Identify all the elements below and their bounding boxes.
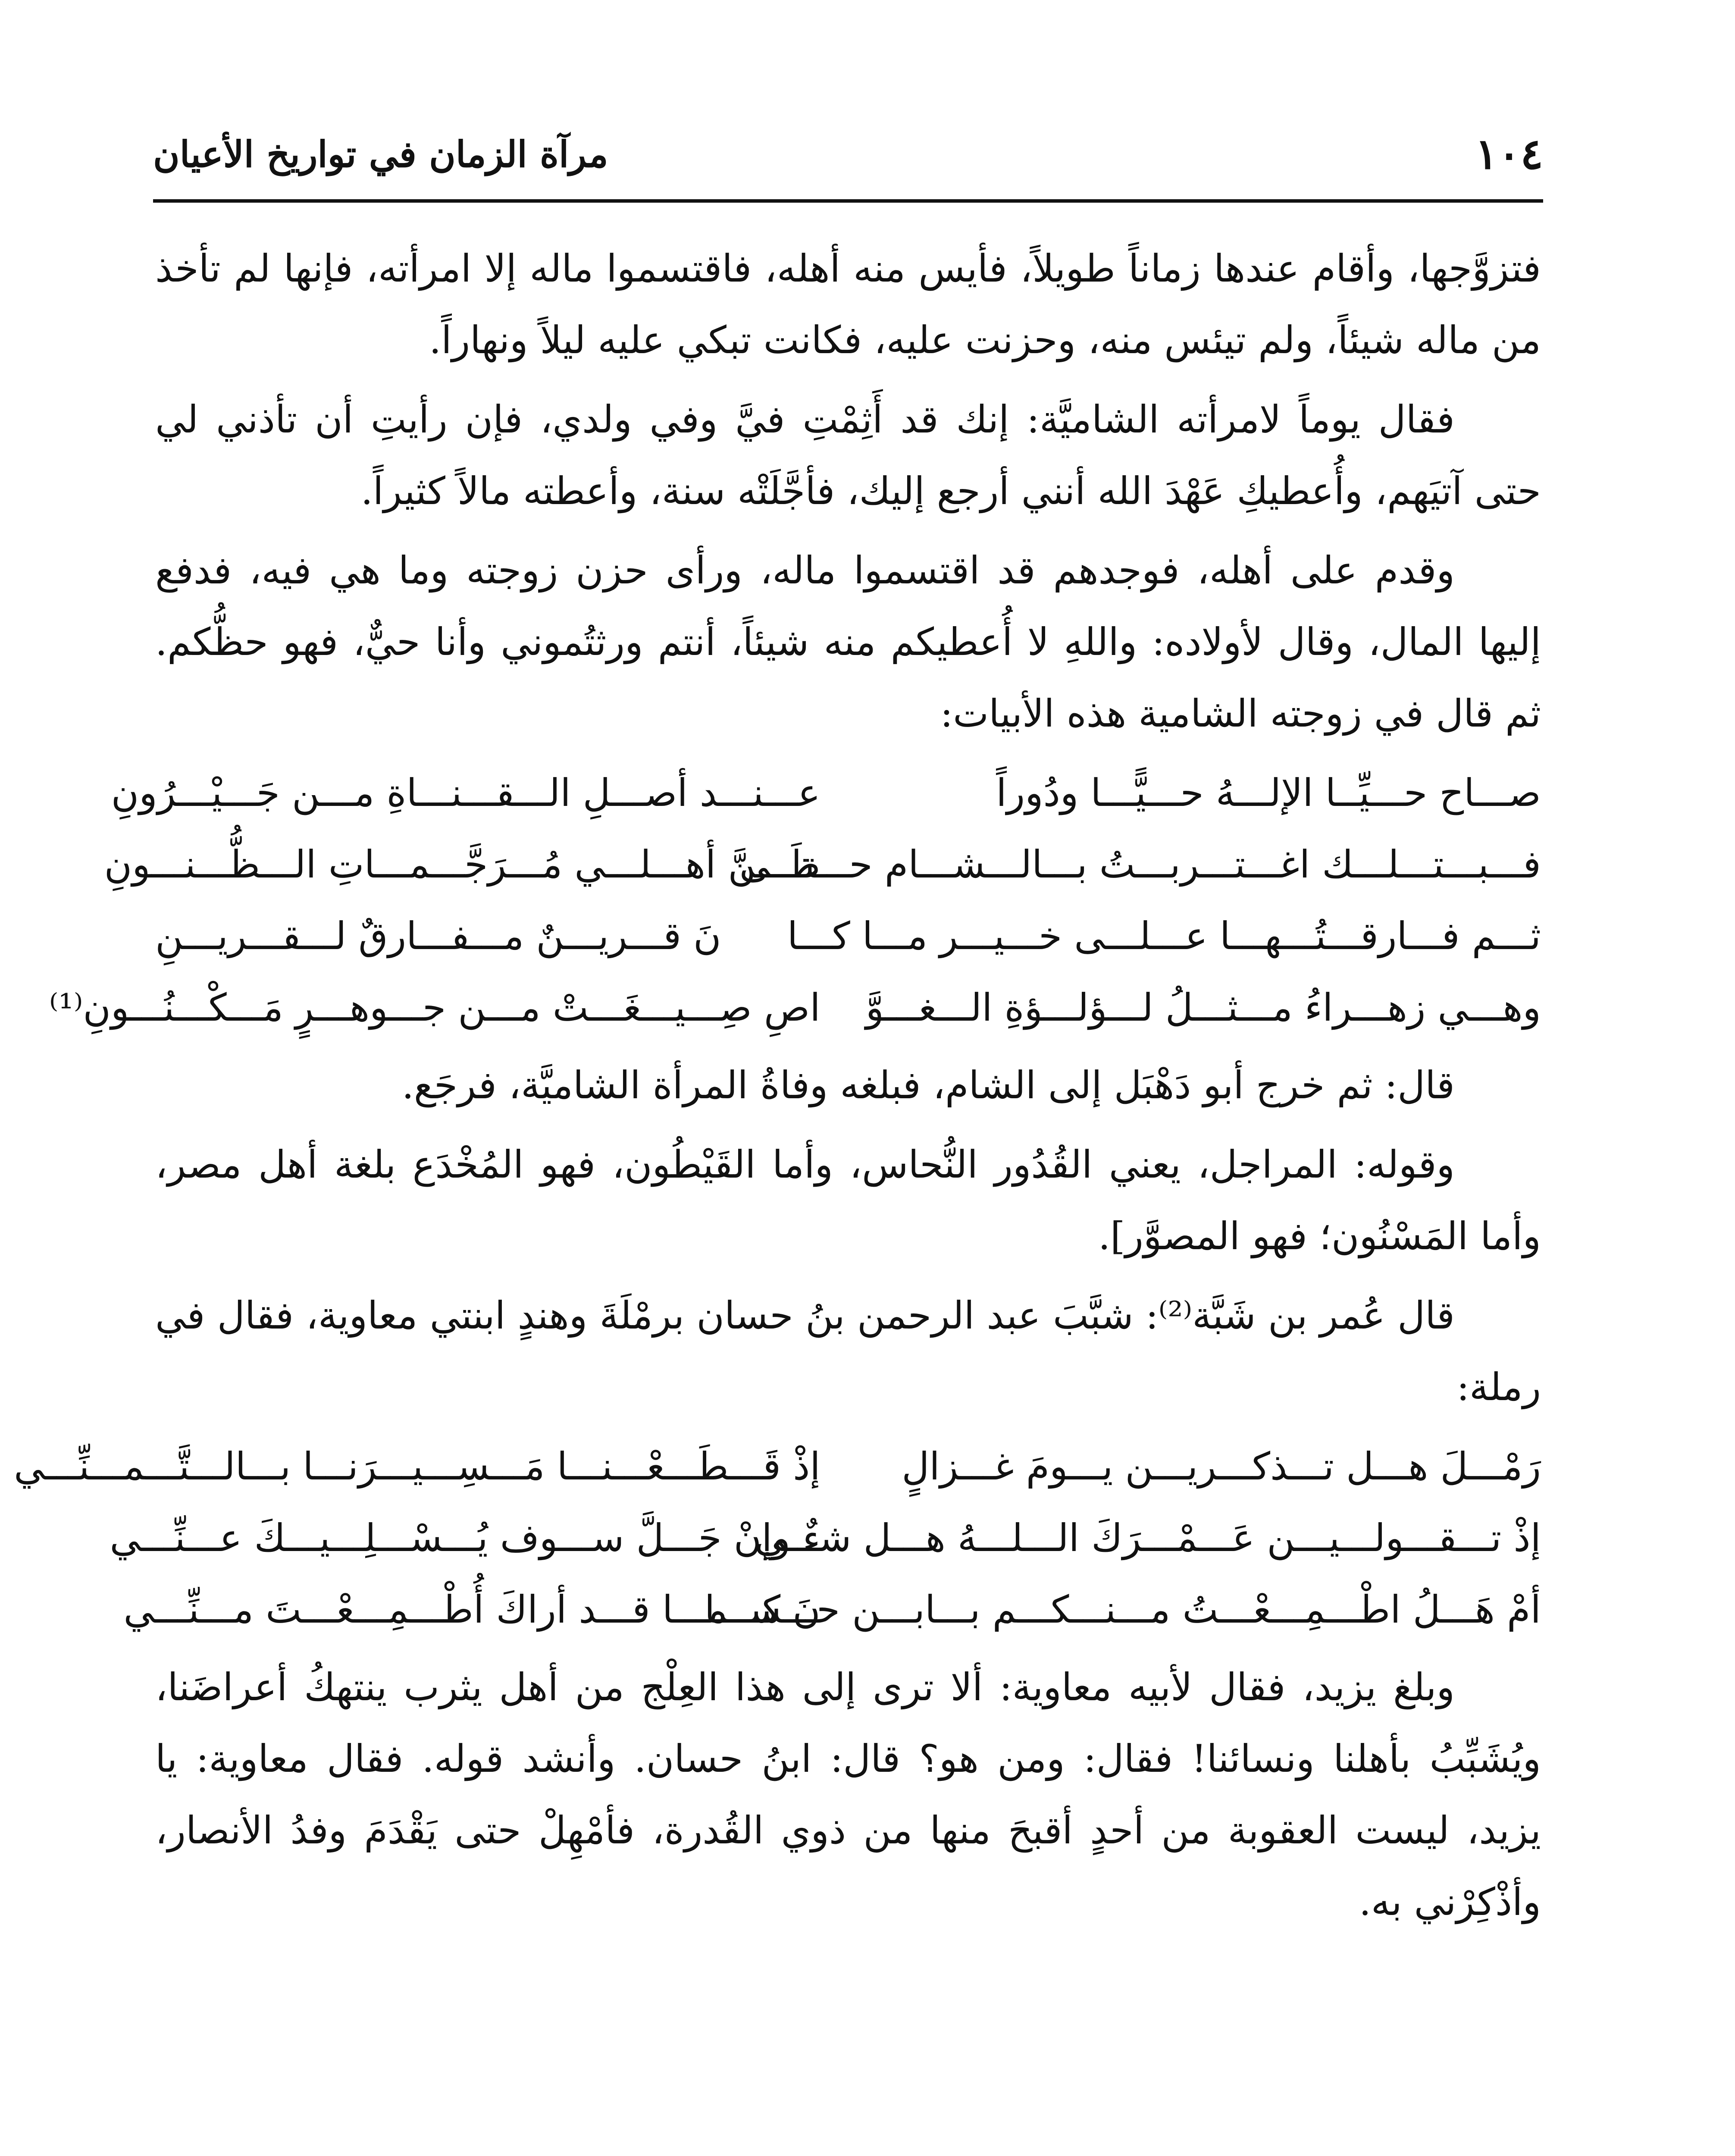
running-title: مرآة الزمان في تواريخ الأعيان <box>153 133 608 175</box>
verse-second-hemistich: عـــنـــد أصـــلِ الـــقـــنـــاةِ مـــن جَـــيْـــرُونِ <box>111 771 821 815</box>
verse-line <box>111 757 1541 829</box>
verse-second-hemistich: إذْ قَـــطَـــعْـــنـــا مَـــسِـــيـــرَنـــا بـــالـــتَّـــمـــنِّـــي <box>14 1444 821 1489</box>
verse-line <box>110 1502 1541 1574</box>
paragraph: وقوله: المراجل، يعني القُدُور النُّحاس، وأما القَيْطُون، فهو المُخْدَع بلغة أهل مصر، وأما المَسْنُون؛ فهو المصوَّر]. <box>155 1142 1541 1258</box>
verse-first-hemistich: صـــاح حـــيِّــا الإلـــهُ حـــيًّـــا ودُوراً <box>996 771 1541 815</box>
poem-block <box>49 757 1541 1044</box>
verse-first-hemistich: فـــبـــتـــلـــك اغـــتـــربـــتُ بـــالـــشـــام حـــتـــى <box>739 842 1541 887</box>
verse-second-hemistich: اصِ صِـــيـــغَـــتْ مـــن جـــوهـــرٍ مَـــكْـــنُـــونِ⁽¹⁾ <box>49 985 821 1030</box>
paragraph: وبلغ يزيد، فقال لأبيه معاوية: ألا ترى إلى هذا العِلْج من أهل يثرب ينتهكُ أعراضَنا، ويُشَبِّبُ بأهلنا ونسائنا! فقال: ومن هو؟ قال: ابنُ حسان. وأنشد قوله. فقال معاوية: يا يزيد، ليست العقوبة من أحدٍ أقبحَ منها من ذوي القُدرة، فأمْهِلْ حتى يَقْدَمَ وفدُ الأنصار، وأذْكِرْني به. <box>155 1665 1541 1924</box>
poem-block <box>14 1431 1541 1645</box>
main-text <box>14 233 1541 1946</box>
paragraph: قال عُمر بن شَبَّة⁽²⁾: شبَّبَ عبد الرحمن بنُ حسان برمْلَةَ وهندٍ ابنتي معاوية، فقال في رملة: <box>155 1293 1541 1409</box>
verse-first-hemistich: أمْ هَـــلُ اطْـــمِـــعْـــتُ مـــنـــكـــم بـــابـــن حـــســـا <box>704 1587 1541 1632</box>
verse-line <box>123 1574 1541 1645</box>
verse-line <box>155 900 1541 972</box>
paragraph: فقال يوماً لامرأته الشاميَّة: إنك قد أَثِمْتِ فيَّ وفي ولدي، فإن رأيتِ أن تأذني لي حتى آتيَهم، وأُعطيكِ عَهْدَ الله أنني أرجع إليك، فأجَّلَتْه سنة، وأعطته مالاً كثيراً. <box>155 397 1541 513</box>
paragraph: قال: ثم خرج أبو دَهْبَل إلى الشام، فبلغه وفاةُ المرأة الشاميَّة، فرجَع. <box>401 1063 1455 1107</box>
paragraph: وقدم على أهله، فوجدهم قد اقتسموا ماله، ورأى حزن زوجته وما هي فيه، فدفع إليها المال، وقال لأولاده: واللهِ لا أُعطيكم منه شيئاً، أنتم ورثتُموني وأنا حيٌّ، فهو حظُّكم. ثم قال في زوجته الشامية هذه الأبيات: <box>155 548 1541 736</box>
verse-second-hemistich: نَ قـــريـــنٌ مـــفـــارقٌ لـــقـــريـــنِ <box>155 914 721 958</box>
verse-first-hemistich: إذْ تـــقـــولـــيـــن عَـــمْـــرَكَ الـــلـــهُ هـــل شـــي <box>755 1516 1541 1560</box>
paragraph: فتزوَّجها، وأقام عندها زماناً طويلاً، فأيس منه أهله، فاقتسموا ماله إلا امرأته، فإنها لم تأخذ من ماله شيئاً، ولم تيئس منه، وحزنت عليه، فكانت تبكي عليه ليلاً ونهاراً. <box>155 246 1541 362</box>
header-rule <box>153 199 1543 203</box>
page-number: ١٠٤ <box>1475 129 1543 179</box>
verse-first-hemistich: ثـــم فـــارقـــتُـــهـــا عـــلـــى خـــيـــر مـــا كـــا <box>787 914 1541 958</box>
verse-line <box>49 972 1541 1044</box>
verse-line <box>14 1431 1541 1502</box>
verse-first-hemistich: رَمْـــلَ هـــل تـــذكـــريـــن يـــومَ غـــزالٍ <box>902 1444 1541 1489</box>
verse-first-hemistich: وهـــي زهـــراءُ مـــثـــلُ لـــؤلـــؤةِ الـــغـــوَّ <box>865 985 1541 1030</box>
verse-second-hemistich: ءٌ وإنْ جَـــلَّ ســـوف يُـــسْـــلِـــيـــكَ عـــنِّـــي <box>110 1516 821 1560</box>
verse-second-hemistich: ظَـــنَّ أهـــلـــي مُـــرَجَّـــمـــاتِ الـــظُّـــنـــونِ <box>104 842 821 887</box>
page-header <box>153 116 1543 180</box>
verse-line <box>104 829 1541 900</box>
verse-second-hemistich: نَ كـــمـــا قـــد أراكَ أُطْـــمِـــعْـــتَ مـــنِّـــي <box>123 1587 821 1632</box>
